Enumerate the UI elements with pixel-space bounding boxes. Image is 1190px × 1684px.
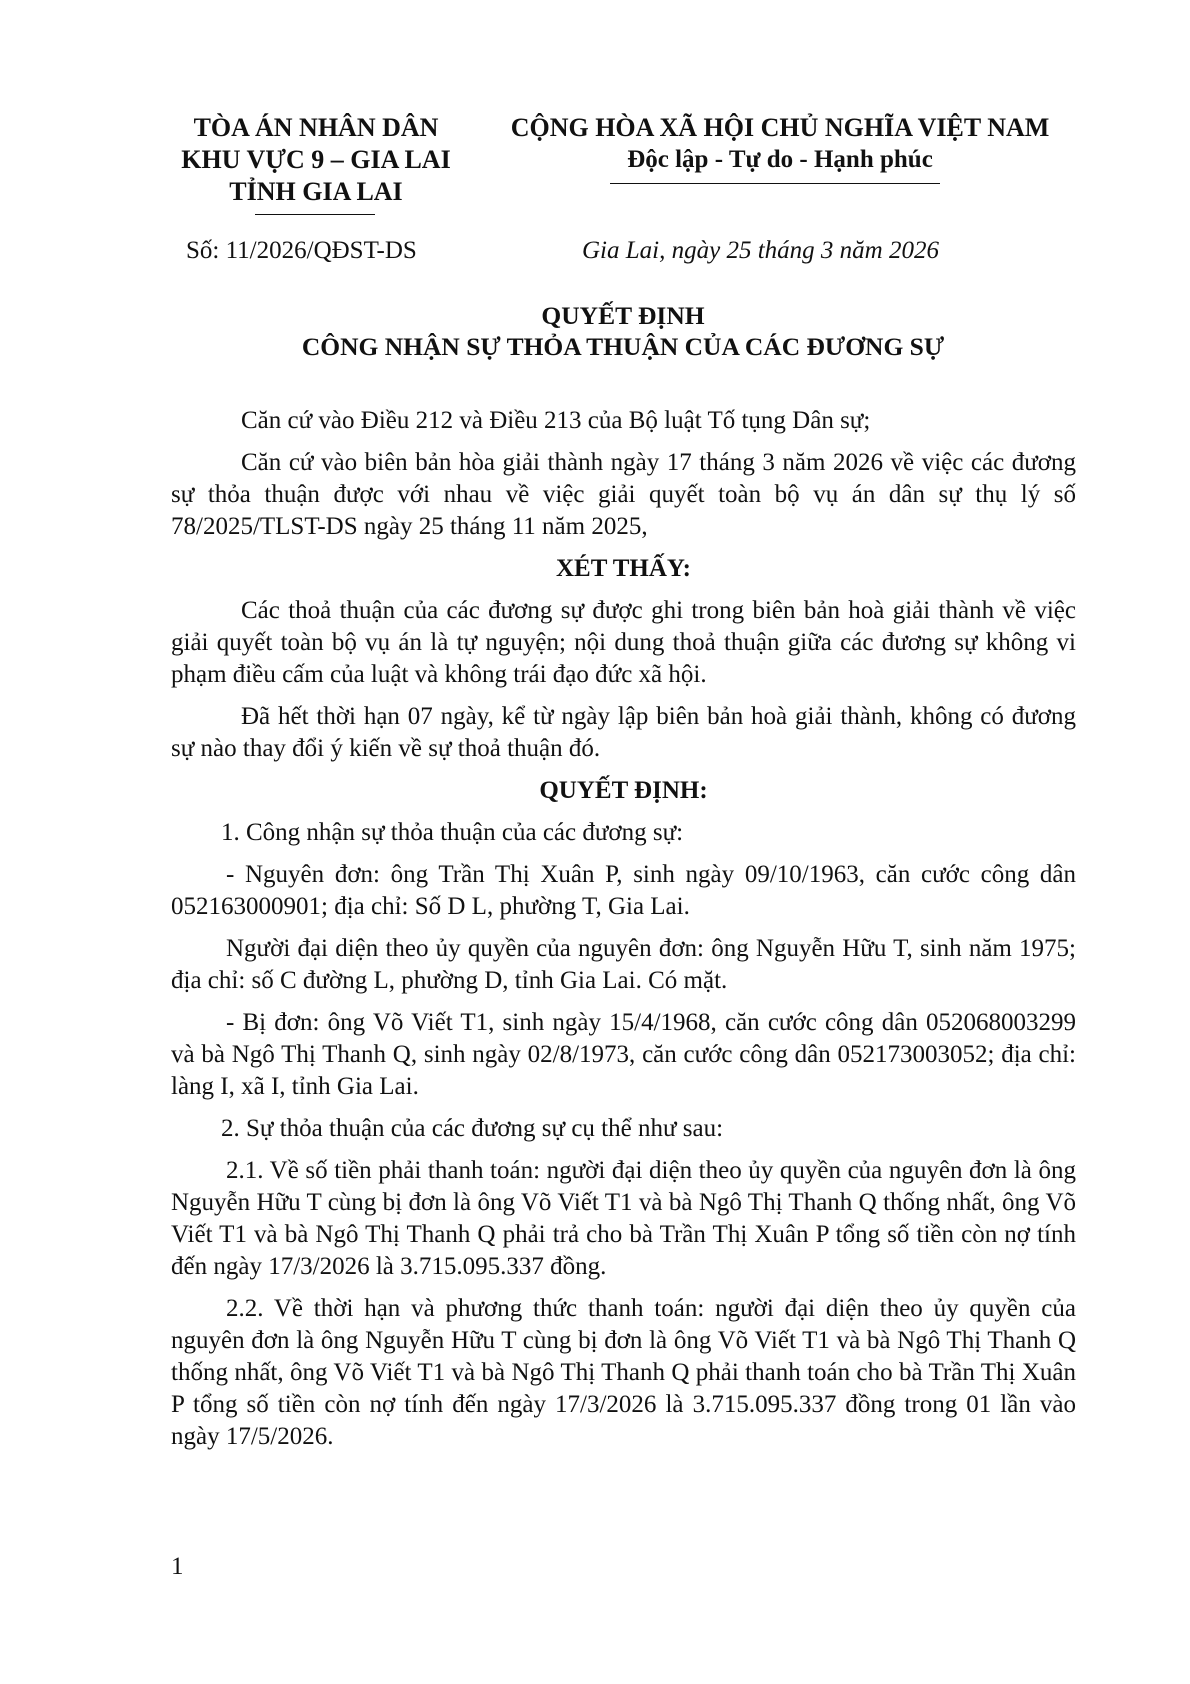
decision-number: Số: 11/2026/QĐST-DS <box>186 237 417 264</box>
decision-item-2-1: 2.1. Về số tiền phải thanh toán: người đại diện theo ủy quyền của nguyên đơn là ông Nguyễn Hữu T cùng bị đơn là ông Võ Viết T1 và bà Ngô Thị Thanh Q thống nhất, ông Võ Viết T1 và bà Ngô Thị Thanh Q phải trả cho bà Trần Thị Xuân P tổng số tiền còn nợ tính đến ngày 17/3/2026 là 3.715.095.337 đồng. <box>171 1157 1076 1280</box>
findings-heading: XÉT THẤY: <box>555 555 691 582</box>
court-underline <box>255 214 375 215</box>
legal-basis-2: Căn cứ vào biên bản hòa giải thành ngày 17 tháng 3 năm 2026 về việc các đương sự thỏa thuận được với nhau về việc giải quyết toàn bộ vụ án dân sự thụ lý số 78/2025/TLST-DS ngày 25 tháng 11 năm 2025, <box>171 449 1076 540</box>
decision-item-2-2: 2.2. Về thời hạn và phương thức thanh toán: người đại diện theo ủy quyền của nguyên đơn là ông Nguyễn Hữu T cùng bị đơn là ông Võ Viết T1 và bà Ngô Thị Thanh Q thống nhất, ông Võ Viết T1 và bà Ngô Thị Thanh Q phải thanh toán cho bà Trần Thị Xuân P tổng số tiền còn nợ tính đến ngày 17/3/2026 là 3.715.095.337 đồng trong 01 lần vào ngày 17/5/2026. <box>171 1295 1076 1450</box>
nation-block <box>480 112 1080 176</box>
court-line-3: TỈNH GIA LAI <box>229 177 403 206</box>
court-name-block <box>166 112 466 208</box>
court-line-1: TÒA ÁN NHÂN DÂN <box>193 113 439 142</box>
defendant-info: - Bị đơn: ông Võ Viết T1, sinh ngày 15/4/1968, căn cước công dân 052068003299 và bà Ngô Thị Thanh Q, sinh ngày 02/8/1973, căn cước công dân 052173003052; địa chỉ: làng I, xã I, tỉnh Gia Lai. <box>171 1009 1076 1100</box>
page-number: 1 <box>171 1553 184 1580</box>
decision-item-2: 2. Sự thỏa thuận của các đương sự cụ thể như sau: <box>221 1115 724 1142</box>
representative-info: Người đại diện theo ủy quyền của nguyên đơn: ông Nguyễn Hữu T, sinh năm 1975; địa chỉ: số C đường L, phường D, tỉnh Gia Lai. Có mặt. <box>171 935 1076 994</box>
legal-basis-1: Căn cứ vào Điều 212 và Điều 213 của Bộ luật Tố tụng Dân sự; <box>241 407 871 434</box>
national-motto: Độc lập - Tự do - Hạnh phúc <box>627 146 933 173</box>
place-and-date: Gia Lai, ngày 25 tháng 3 năm 2026 <box>582 237 939 264</box>
title-line-1: QUYẾT ĐỊNH <box>541 301 705 330</box>
decision-heading: QUYẾT ĐỊNH: <box>539 777 708 804</box>
court-line-2: KHU VỰC 9 – GIA LAI <box>181 145 451 174</box>
finding-2: Đã hết thời hạn 07 ngày, kể từ ngày lập biên bản hoà giải thành, không có đương sự nào thay đổi ý kiến về sự thoả thuận đó. <box>171 703 1076 762</box>
decision-item-1: 1. Công nhận sự thỏa thuận của các đương sự: <box>221 819 684 846</box>
title-line-2: CÔNG NHẬN SỰ THỎA THUẬN CỦA CÁC ĐƯƠNG SỰ <box>301 332 945 361</box>
nation-title: CỘNG HÒA XÃ HỘI CHỦ NGHĨA VIỆT NAM <box>510 113 1050 142</box>
plaintiff-info: - Nguyên đơn: ông Trần Thị Xuân P, sinh ngày 09/10/1963, căn cước công dân 052163000901; địa chỉ: Số D L, phường T, Gia Lai. <box>171 861 1076 920</box>
motto-underline <box>610 183 940 184</box>
finding-1: Các thoả thuận của các đương sự được ghi trong biên bản hoà giải thành về việc giải quyết toàn bộ vụ án là tự nguyện; nội dung thoả thuận giữa các đương sự không vi phạm điều cấm của luật và không trái đạo đức xã hội. <box>171 597 1076 688</box>
document-title <box>166 300 1080 362</box>
document-body <box>171 405 1076 1463</box>
